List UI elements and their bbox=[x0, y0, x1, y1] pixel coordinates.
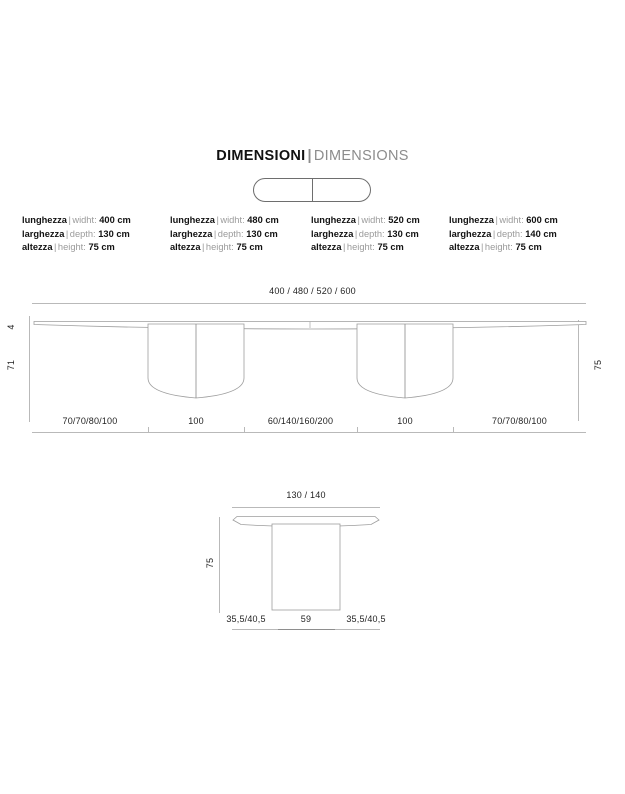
side-height-dimension-label: 75 bbox=[205, 557, 215, 569]
spec-height-label-en: height: bbox=[57, 242, 86, 253]
spec-separator: | bbox=[354, 228, 358, 239]
spec-depth-label-it: larghezza bbox=[170, 228, 213, 239]
spec-separator: | bbox=[216, 215, 219, 225]
front-total-height-dimension-label: 75 bbox=[593, 359, 603, 371]
spec-height-label-it: altezza bbox=[170, 242, 201, 253]
spec-length bbox=[311, 214, 457, 228]
spec-length-value: 520 cm bbox=[388, 215, 420, 225]
front-bottom-dimension-tick-4 bbox=[453, 427, 454, 433]
spec-depth-value: 130 cm bbox=[98, 228, 130, 239]
spec-depth-label-it: larghezza bbox=[449, 228, 492, 239]
spec-depth-label-en: depth: bbox=[358, 228, 385, 239]
spec-height-value: 75 cm bbox=[88, 242, 115, 253]
front-top-dimension-label: 400 / 480 / 520 / 600 bbox=[269, 286, 356, 296]
front-bottom-dimension-label-4: 100 bbox=[397, 416, 413, 426]
spec-height-label-it: altezza bbox=[449, 242, 480, 253]
spec-column-3 bbox=[311, 214, 457, 255]
spec-separator: | bbox=[65, 228, 69, 239]
spec-length bbox=[22, 214, 168, 228]
side-bottom-dimension-line-center bbox=[278, 629, 335, 630]
spec-depth-label-en: depth: bbox=[69, 228, 96, 239]
spec-separator: | bbox=[202, 242, 205, 253]
side-elevation-drawing bbox=[0, 488, 625, 638]
spec-length-value: 400 cm bbox=[99, 215, 131, 225]
front-leg-height-dimension-label: 71 bbox=[6, 359, 16, 371]
spec-length-label-en: widht: bbox=[361, 215, 386, 225]
spec-separator: | bbox=[68, 215, 71, 225]
spec-separator: | bbox=[481, 242, 484, 253]
spec-depth-value: 130 cm bbox=[246, 228, 278, 239]
spec-length-label-it: lunghezza bbox=[449, 215, 494, 225]
front-bottom-dimension-tick-2 bbox=[244, 427, 245, 433]
dimension-spec-table bbox=[0, 214, 625, 270]
spec-depth bbox=[311, 228, 457, 242]
spec-separator: | bbox=[343, 242, 346, 253]
spec-separator: | bbox=[492, 228, 496, 239]
page-title-english: DIMENSIONS bbox=[313, 148, 409, 164]
spec-height-value: 75 cm bbox=[377, 242, 404, 253]
spec-height-label-en: height: bbox=[205, 242, 234, 253]
spec-depth-label-en: depth: bbox=[496, 228, 523, 239]
spec-depth-label-en: depth: bbox=[217, 228, 244, 239]
spec-length-label-it: lunghezza bbox=[22, 215, 67, 225]
front-thickness-dimension-label: 4 bbox=[6, 324, 16, 330]
side-bottom-dimension-label-1: 35,5/40,5 bbox=[226, 614, 266, 624]
table-top-plan-icon bbox=[253, 178, 373, 204]
spec-separator: | bbox=[54, 242, 57, 253]
spec-column-2 bbox=[170, 214, 316, 255]
spec-depth bbox=[449, 228, 595, 242]
spec-height-label-en: height: bbox=[484, 242, 513, 253]
spec-length-label-en: widht: bbox=[220, 215, 245, 225]
side-bottom-dimension-label-3: 35,5/40,5 bbox=[346, 614, 386, 624]
spec-height-label-en: height: bbox=[346, 242, 375, 253]
side-leg-profile bbox=[272, 524, 340, 610]
spec-height-label-it: altezza bbox=[311, 242, 342, 253]
spec-height bbox=[170, 241, 316, 255]
spec-length-value: 600 cm bbox=[526, 215, 558, 225]
spec-length-label-it: lunghezza bbox=[170, 215, 215, 225]
spec-separator: | bbox=[213, 228, 217, 239]
spec-height bbox=[311, 241, 457, 255]
spec-length-value: 480 cm bbox=[247, 215, 279, 225]
spec-depth bbox=[170, 228, 316, 242]
front-elevation-drawing bbox=[0, 286, 625, 446]
spec-height-value: 75 cm bbox=[236, 242, 263, 253]
front-bottom-dimension-tick-3 bbox=[357, 427, 358, 433]
spec-depth-value: 130 cm bbox=[387, 228, 419, 239]
spec-length-label-en: widht: bbox=[72, 215, 97, 225]
side-top-dimension-label: 130 / 140 bbox=[286, 490, 326, 500]
spec-length bbox=[170, 214, 316, 228]
spec-column-1 bbox=[22, 214, 168, 255]
spec-height bbox=[22, 241, 168, 255]
spec-height bbox=[449, 241, 595, 255]
spec-depth bbox=[22, 228, 168, 242]
spec-length-label-en: widht: bbox=[499, 215, 524, 225]
spec-separator: | bbox=[357, 215, 360, 225]
side-bottom-dimension-label-2: 59 bbox=[300, 614, 312, 624]
spec-depth-value: 140 cm bbox=[525, 228, 557, 239]
spec-depth-label-it: larghezza bbox=[311, 228, 354, 239]
front-bottom-dimension-label-1: 70/70/80/100 bbox=[62, 416, 118, 426]
page-title-separator: | bbox=[307, 148, 312, 164]
front-bottom-dimension-tick-1 bbox=[148, 427, 149, 433]
spec-depth-label-it: larghezza bbox=[22, 228, 65, 239]
page-title bbox=[0, 148, 625, 164]
spec-length-label-it: lunghezza bbox=[311, 215, 356, 225]
spec-height-label-it: altezza bbox=[22, 242, 53, 253]
table-top-center-line bbox=[312, 178, 313, 202]
front-bottom-dimension-label-5: 70/70/80/100 bbox=[492, 416, 547, 426]
front-bottom-dimension-line bbox=[32, 432, 586, 433]
spec-height-value: 75 cm bbox=[515, 242, 542, 253]
page-title-italian: DIMENSIONI bbox=[216, 148, 306, 164]
front-bottom-dimension-label-3: 60/140/160/200 bbox=[267, 416, 334, 426]
spec-separator: | bbox=[495, 215, 498, 225]
front-bottom-dimension-label-2: 100 bbox=[188, 416, 204, 426]
spec-column-4 bbox=[449, 214, 595, 255]
spec-length bbox=[449, 214, 595, 228]
